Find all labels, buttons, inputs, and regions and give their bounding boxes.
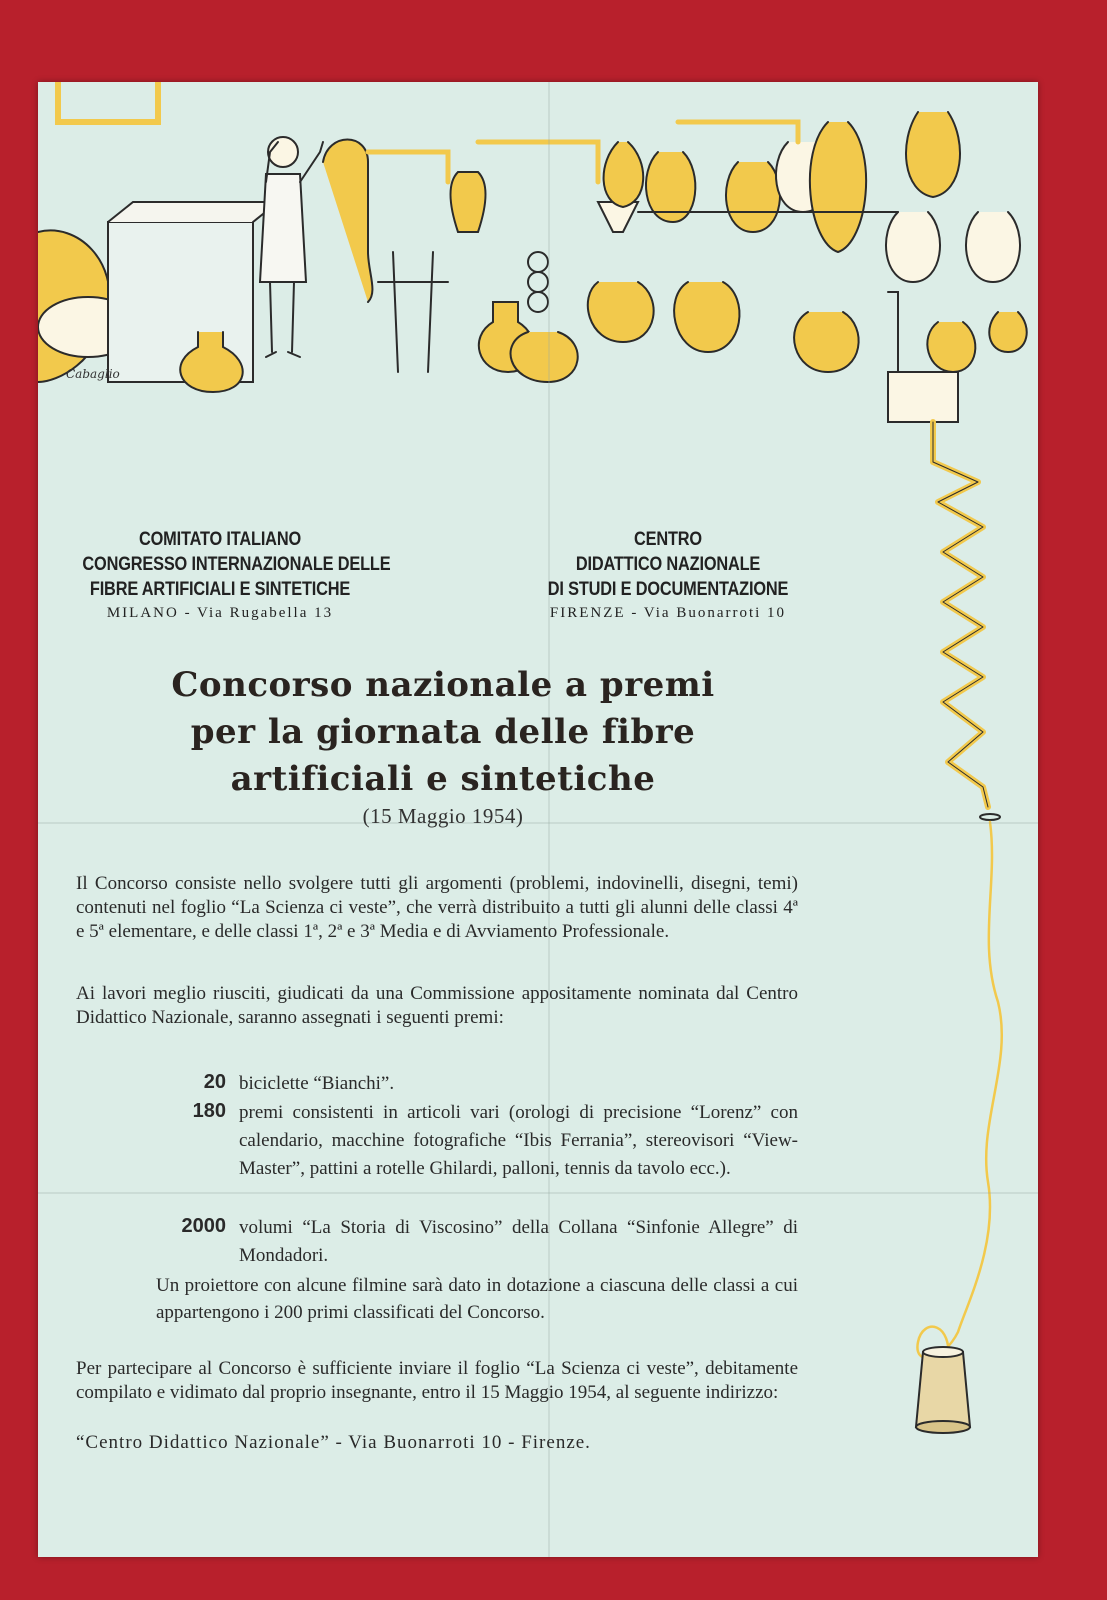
artist-signature: Cabaglio [66, 367, 120, 381]
organizer-line: CENTRO [634, 529, 702, 550]
title-line: per la giornata delle fibre [190, 712, 696, 752]
prize-count: 20 [203, 1071, 226, 1093]
organizer-address: MILANO - Via Rugabella 13 [106, 605, 334, 621]
contest-description: Il Concorso consiste nello svolgere tutti gli argomenti (problemi, indovinelli, disegni, temi) contenuti nel foglio “La Scienza ci veste”, che verrà distribuito a tutti gli alunni delle classi 4ª e 5ª elementare, e delle classi 1ª, 2ª e 3ª Media e di Avviamento Professionale. [76, 873, 798, 942]
title-line: Concorso nazionale a premi [171, 665, 715, 705]
poster [38, 82, 1038, 1557]
prize-description: premi consistenti in articoli vari (orologi di precisione “Lorenz” con calendario, macchine fotografiche “Ibis Ferrania”, stereovisori “View-Master”, pattini a rotelle Ghilardi, palloni, tennis da tavolo ecc.). [239, 1102, 798, 1179]
prize-description: biciclette “Bianchi”. [239, 1073, 395, 1094]
fold-line-horizontal [38, 1192, 1038, 1194]
scientist-figure [260, 137, 323, 357]
organizer-line: COMITATO ITALIANO [139, 529, 301, 550]
title-line: artificiali e sintetiche [230, 759, 656, 799]
organizer-address: FIRENZE - Via Buonarroti 10 [549, 605, 787, 621]
organizer-left [60, 527, 391, 624]
participation-instructions: Per partecipare al Concorso è sufficiente inviare il foglio “La Scienza ci veste”, debitamente compilato e vidimato dal proprio insegnante, entro il 15 Maggio 1954, al seguente indirizzo: [76, 1358, 798, 1403]
projector-note: Un proiettore con alcune filmine sarà dato in dotazione a ciascuna delle classi a cui appartengono i 200 primi classificati del Concorso. [156, 1275, 798, 1323]
poster-title [78, 662, 808, 803]
organizer-right [508, 527, 828, 624]
organizer-line: DIDATTICO NAZIONALE [575, 554, 761, 575]
prize-description: volumi “La Storia di Viscosino” della Collana “Sinfonie Allegre” di Mondadori. [239, 1217, 798, 1266]
organizer-line: DI STUDI E DOCUMENTAZIONE [547, 579, 789, 600]
prizes-intro: Ai lavori meglio riusciti, giudicati da una Commissione appositamente nominata dal Centro Didattico Nazionale, saranno assegnati i seguenti premi: [76, 983, 798, 1028]
prize-count: 2000 [181, 1215, 226, 1237]
title-date: (15 Maggio 1954) [362, 804, 524, 828]
organizer-line: CONGRESSO INTERNAZIONALE DELLE [82, 554, 391, 575]
submission-address: “Centro Didattico Nazionale” - Via Buonarroti 10 - Firenze. [76, 1432, 591, 1453]
organizer-line: FIBRE ARTIFICIALI E SINTETICHE [89, 579, 351, 600]
prize-count: 180 [192, 1100, 226, 1122]
